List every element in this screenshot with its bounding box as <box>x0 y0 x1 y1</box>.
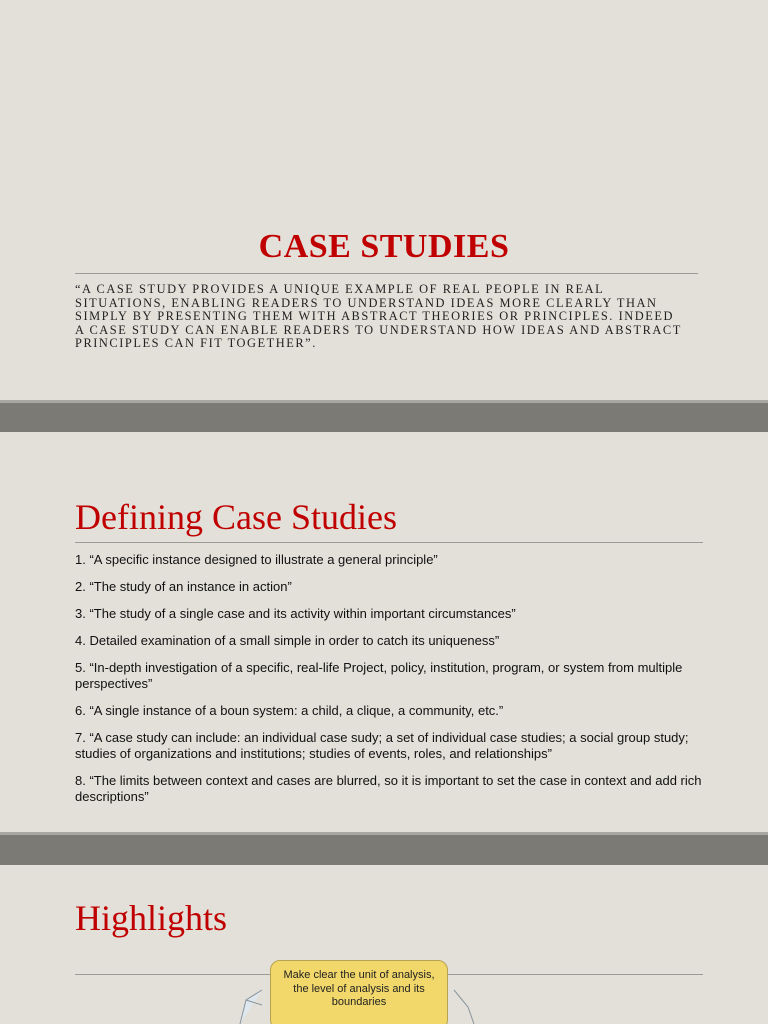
slide-divider <box>0 400 768 432</box>
definition-item: 2. “The study of an instance in action” <box>75 579 292 594</box>
definitions-rule <box>75 542 703 543</box>
highlight-box: Make clear the unit of analysis, the level of analysis and its boundaries <box>270 960 448 1024</box>
definitions-list <box>75 552 705 816</box>
highlights-heading: Highlights <box>75 898 228 938</box>
case-study-quote: “A CASE STUDY PROVIDES A UNIQUE EXAMPLE OF REAL PEOPLE IN REAL SITUATIONS, ENABLING READERS TO UNDERSTAND IDEAS MORE CLEARLY THAN SIMPLY BY PRESENTING THEM WITH ABSTRACT THEORIES OR PRINCIPLES. INDEED A CASE STUDY CAN ENABLE READERS TO UNDERSTAND HOW IDEAS AND ABSTRACT PRINCIPLES CAN FIT TOGETHER”. <box>75 282 682 351</box>
slide-divider <box>0 832 768 865</box>
slide-divider-edge <box>0 832 768 835</box>
title-rule <box>75 273 698 274</box>
slide-title: CASE STUDIES <box>258 228 510 265</box>
highlights-slide <box>0 865 768 1024</box>
definition-item: 8. “The limits between context and cases are blurred, so it is important to set the case in context and add rich descriptions” <box>75 773 702 804</box>
definitions-slide <box>0 432 768 832</box>
definitions-heading: Defining Case Studies <box>75 497 397 537</box>
definition-item: 3. “The study of a single case and its activity within important circumstances” <box>75 606 516 621</box>
title-slide <box>0 0 768 400</box>
definition-item: 1. “A specific instance designed to illustrate a general principle” <box>75 552 438 567</box>
definition-item: 7. “A case study can include: an individual case sudy; a set of individual case studies; a social group study; studies of organizations and institutions; studies of events, roles, and relationships” <box>75 730 689 761</box>
definition-item: 4. Detailed examination of a small simple in order to catch its uniqueness” <box>75 633 500 648</box>
slide-divider-edge <box>0 400 768 403</box>
definition-item: 5. “In-depth investigation of a specific, real-life Project, policy, institution, program, or system from multiple perspectives” <box>75 660 683 691</box>
definition-item: 6. “A single instance of a boun system: a child, a clique, a community, etc.” <box>75 703 504 718</box>
